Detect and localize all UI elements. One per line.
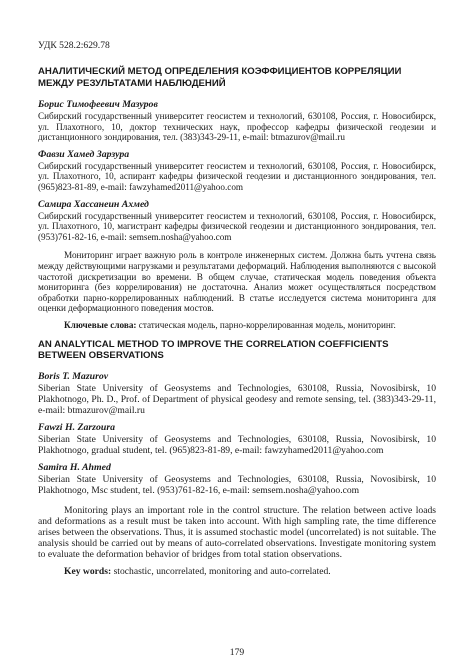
en-author-3-affiliation: Siberian State University of Geosystems and Technologies, 630108, Russia, Novosibirsk, 10 Plakhotnogo, Msc student, tel. (953)761-82-16, e-mail: semsem.nosha@yahoo.com (38, 473, 436, 496)
ru-author-1-name: Борис Тимофеевич Мазуров (38, 99, 158, 110)
en-keywords-label: Key words: (64, 565, 112, 577)
udk-code: УДК 528.2:629.78 (38, 40, 110, 51)
en-abstract: Monitoring plays an important role in the control structure. The relation between active loads and deformations as a result must be taken into account. With high sampling rate, the time difference arises between the observations. Thus, it is assumed stochastic model (uncorrelated) is not suitable. The analysis should be carried out by means of auto-correlated observations. Investigate monitoring system to evaluate the deformation behavior of bridges from total station observations. (38, 504, 436, 560)
en-author-1-name: Boris T. Mazurov (38, 370, 109, 382)
ru-author-2-affiliation: Сибирский государственный университет геосистем и технологий, 630108, Россия, г. Новосибирск, ул. Плахотного, 10, аспирант кафедры физической геодезии и дистанционного зондирования, тел. (965)823-81-89, e-mail: fawzyhamed2011@yahoo.com (38, 160, 436, 192)
en-author-3-name: Samira H. Ahmed (38, 461, 111, 473)
ru-keywords-label: Ключевые слова: (64, 319, 137, 330)
ru-author-1-affiliation: Сибирский государственный университет геосистем и технологий, 630108, Россия, г. Новосибирск, ул. Плахотного, 10, доктор технических наук, профессор кафедры физической геодезии и дистанционного зондирования, тел. (383)343-29-11, e-mail: btmazurov@mail.ru (38, 111, 436, 143)
ru-author-1 (38, 99, 436, 143)
ru-author-3-name: Самира Хассанеин Ахмед (38, 198, 149, 210)
en-author-1 (38, 371, 436, 416)
ru-author-2-name: Фавзи Хамед Зарзура (38, 148, 130, 160)
ru-author-3 (38, 199, 436, 243)
ru-keywords-text: статическая модель, парно-коррелированная модель, мониторинг. (138, 319, 396, 330)
page-number: 179 (229, 647, 245, 658)
ru-abstract: Мониторинг играет важную роль в контроле инженерных систем. Должна быть учтена связь между действующими нагрузками и результатами деформаций. Наблюдения выполняются с высокой частотой дискретизации во времени. В общем случае, статическая модель поведения объекта мониторинга (без коррелирования) не достаточна. Анализ может осуществляться посредством обработки парно-коррелированных наблюдений. В статье исследуется система мониторинга для оценки деформационного поведения мостов. (38, 250, 436, 314)
en-author-2-affiliation: Siberian State University of Geosystems and Technologies, 630108, Russia, Novosibirsk, 10 Plakhotnogo, gradual student, tel. (965)823-81-89, e-mail: fawzyhamed2011@yahoo.com (38, 433, 436, 456)
en-author-2-name: Fawzi H. Zarzoura (38, 421, 116, 433)
russian-title: АНАЛИТИЧЕСКИЙ МЕТОД ОПРЕДЕЛЕНИЯ КОЭФФИЦИЕНТОВ КОРРЕЛЯЦИИ МЕЖДУ РЕЗУЛЬТАТАМИ НАБЛЮДЕНИЙ (38, 66, 402, 89)
en-author-2 (38, 422, 436, 456)
en-author-3 (38, 462, 436, 496)
article-page (38, 40, 436, 577)
en-keywords-text: stochastic, uncorrelated, monitoring and auto-correlated. (113, 565, 331, 577)
en-keywords (38, 567, 436, 578)
ru-author-2 (38, 149, 436, 193)
english-title: AN ANALYTICAL METHOD TO IMPROVE THE CORRELATION COEFFICIENTS BETWEEN OBSERVATIONS (38, 338, 389, 361)
ru-keywords (38, 320, 436, 331)
ru-author-3-affiliation: Сибирский государственный университет геосистем и технологий, 630108, Россия, г. Новосибирск, ул. Плахотного, 10, магистрант кафедры физической геодезии и дистанционного зондирования, тел. (953)761-82-16, e-mail: semsem.nosha@yahoo.com (38, 210, 436, 242)
en-author-1-affiliation: Siberian State University of Geosystems and Technologies, 630108, Russia, Novosibirsk, 10 Plakhotnogo, Ph. D., Prof. of Department of physical geodesy and remote sensing, tel. (383)343-29-11, e-mail: btmazurov@mail.ru (38, 382, 436, 416)
